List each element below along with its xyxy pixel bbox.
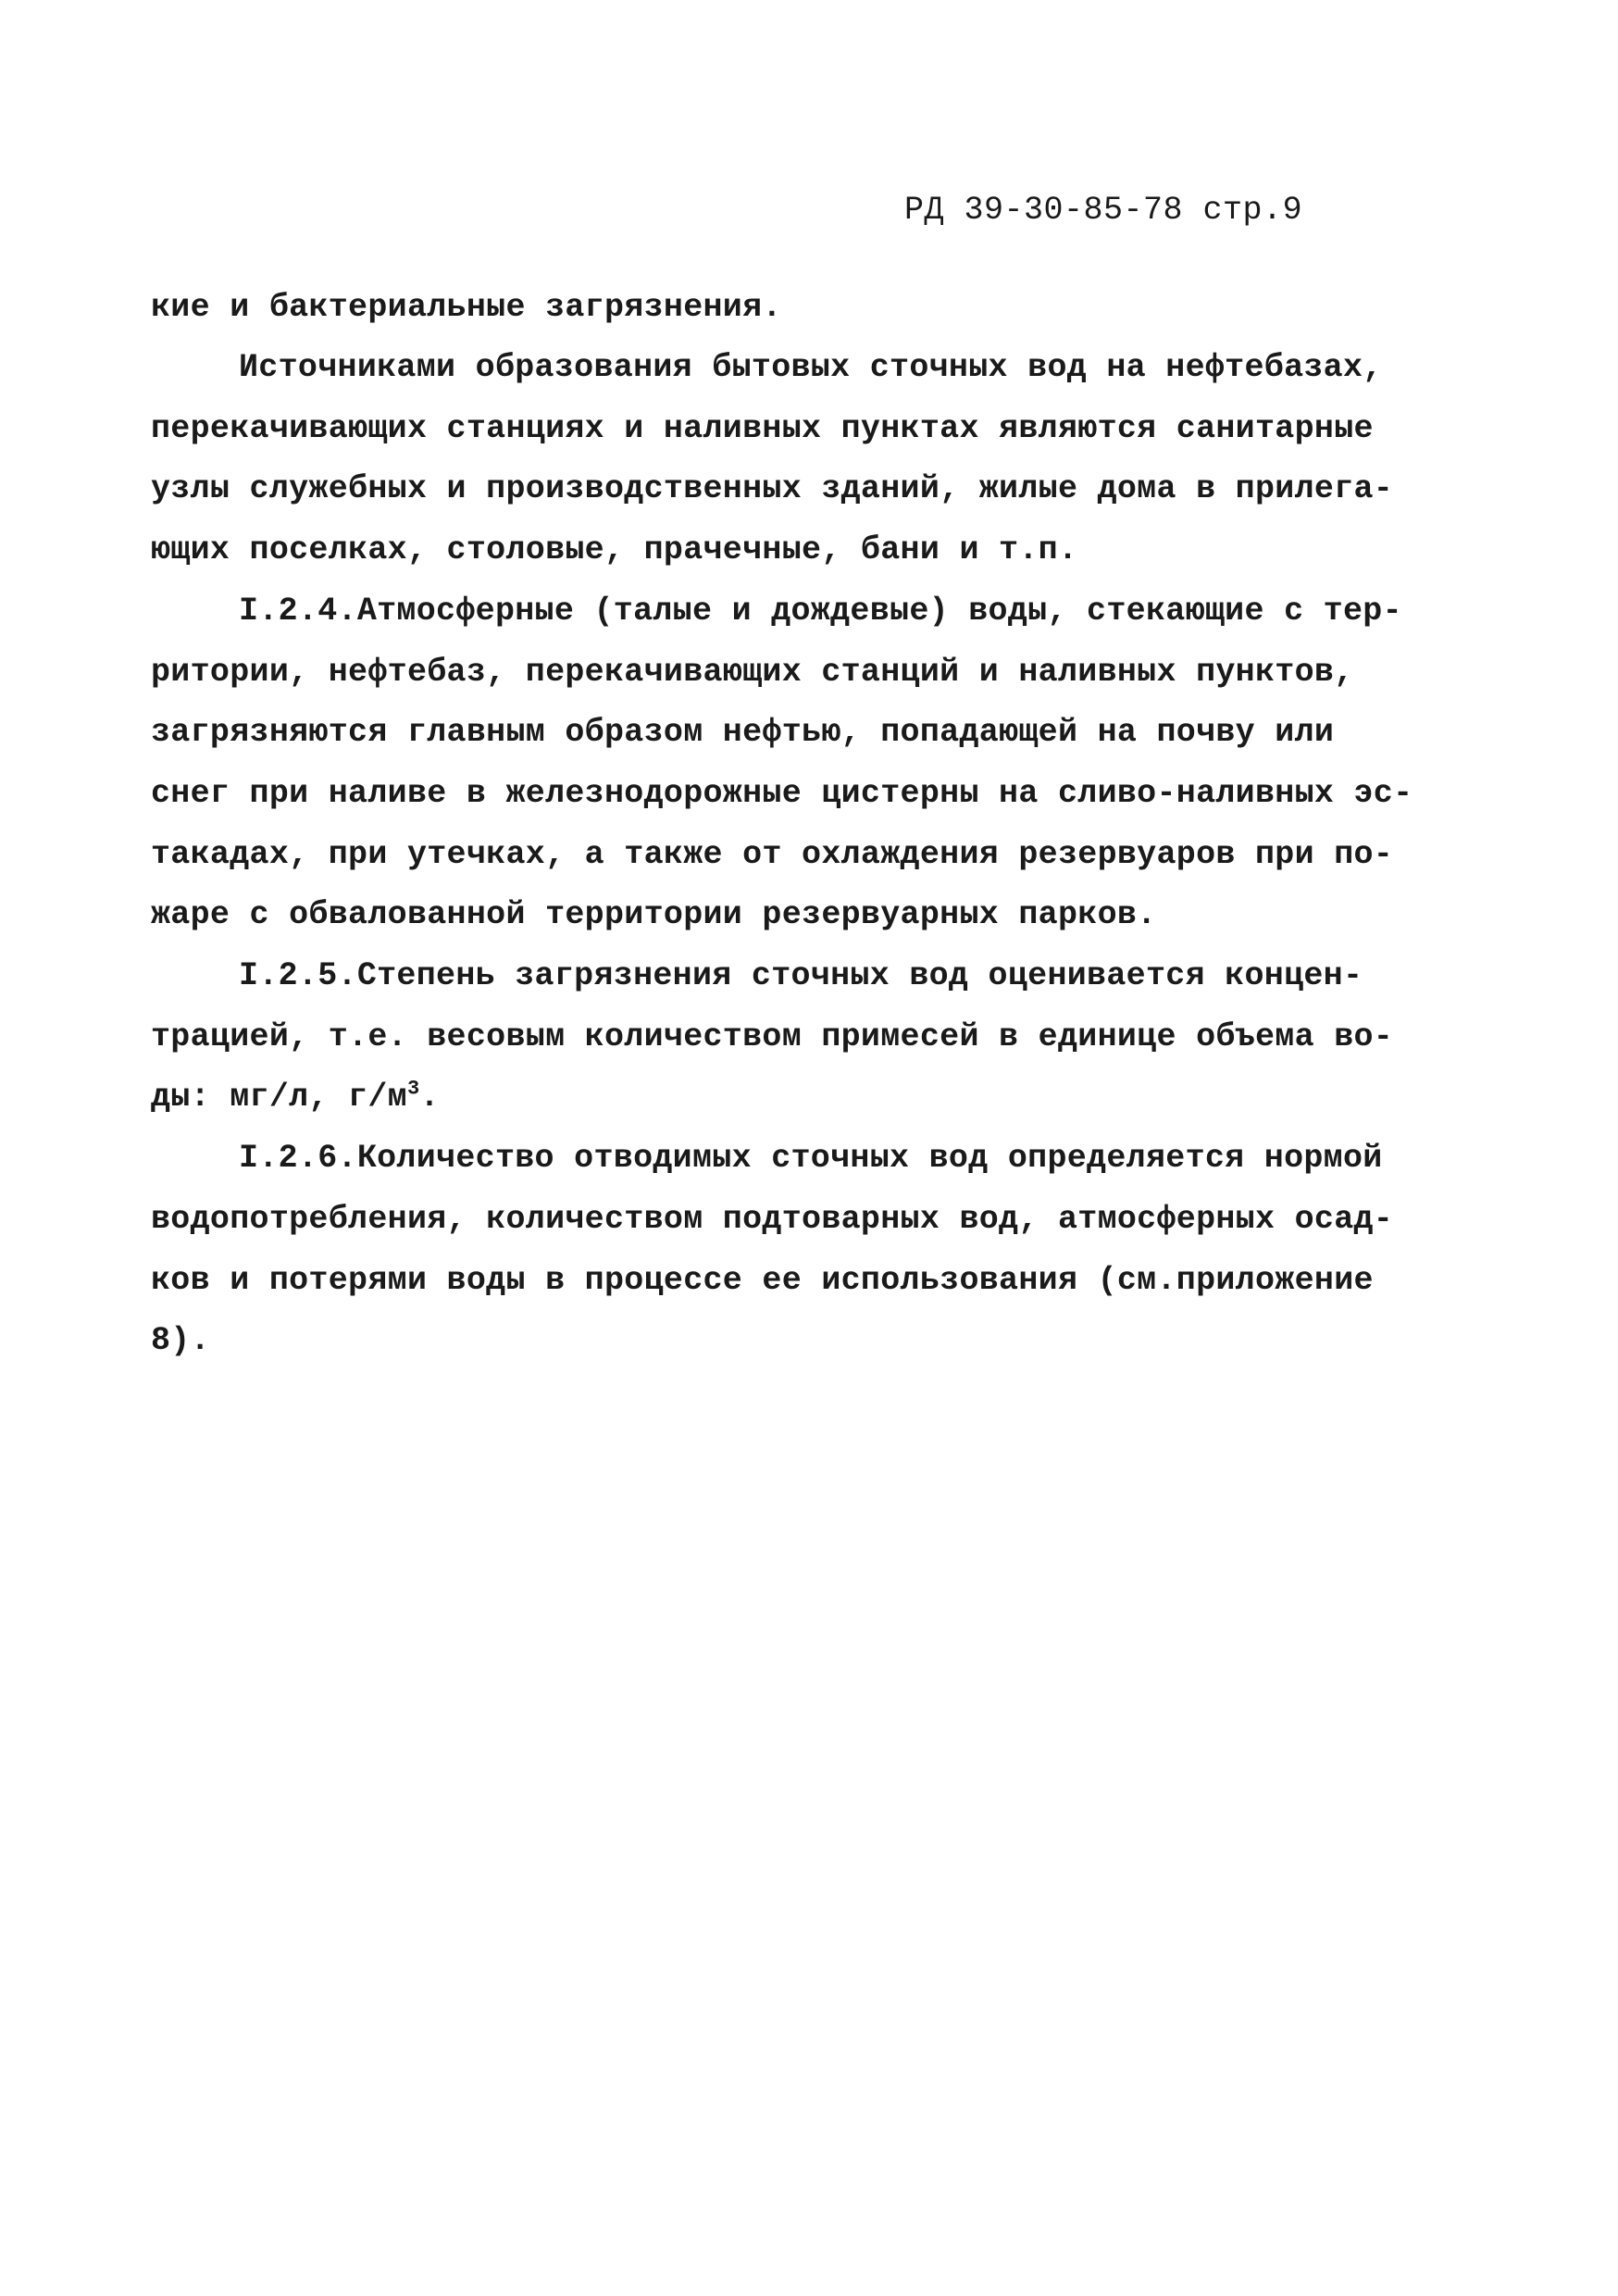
text-line-1: кие и бактериальные загрязнения.: [151, 289, 782, 326]
text-line-17: ков и потерями воды в процессе ее использования (см.приложение: [151, 1262, 1374, 1299]
text-line-12: I.2.5.Степень загрязнения сточных вод оценивается концен-: [239, 957, 1363, 994]
text-line-3: перекачивающих станциях и наливных пунктах являются санитарные: [151, 410, 1374, 447]
text-line-14-end: .: [419, 1079, 440, 1116]
text-line-10: такадах, при утечках, а также от охлаждения резервуаров при по-: [151, 836, 1394, 873]
text-line-4: узлы служебных и производственных зданий, жилые дома в прилега-: [151, 470, 1394, 507]
text-line-14-body: ды: мг/л, г/м: [151, 1079, 407, 1116]
text-line-5: ющих поселках, столовые, прачечные, бани и т.п.: [151, 531, 1078, 568]
text-line-7: ритории, нефтебаз, перекачивающих станций и наливных пунктов,: [151, 654, 1354, 691]
text-line-6: I.2.4.Атмосферные (талые и дождевые) воды, стекающие с тер-: [239, 593, 1402, 630]
text-line-2: Источниками образования бытовых сточных вод на нефтебазах,: [239, 349, 1383, 386]
text-line-16: водопотребления, количеством подтоварных вод, атмосферных осад-: [151, 1201, 1394, 1238]
text-line-18: 8).: [151, 1322, 210, 1359]
text-line-14: [151, 1079, 440, 1116]
superscript-cubed: 3: [406, 1077, 420, 1101]
text-line-8: загрязняются главным образом нефтью, попадающей на почву или: [151, 714, 1335, 751]
page-header-doc-ref: РД 39-30-85-78 стр.9: [904, 192, 1303, 229]
text-line-11: жаре с обвалованной территории резервуарных парков.: [151, 896, 1157, 933]
text-line-13: трацией, т.е. весовым количеством примесей в единице объема во-: [151, 1018, 1394, 1055]
text-line-15: I.2.6.Количество отводимых сточных вод определяется нормой: [239, 1140, 1383, 1177]
text-line-9: снег при наливе в железнодорожные цистерны на сливо-наливных эс-: [151, 775, 1413, 812]
